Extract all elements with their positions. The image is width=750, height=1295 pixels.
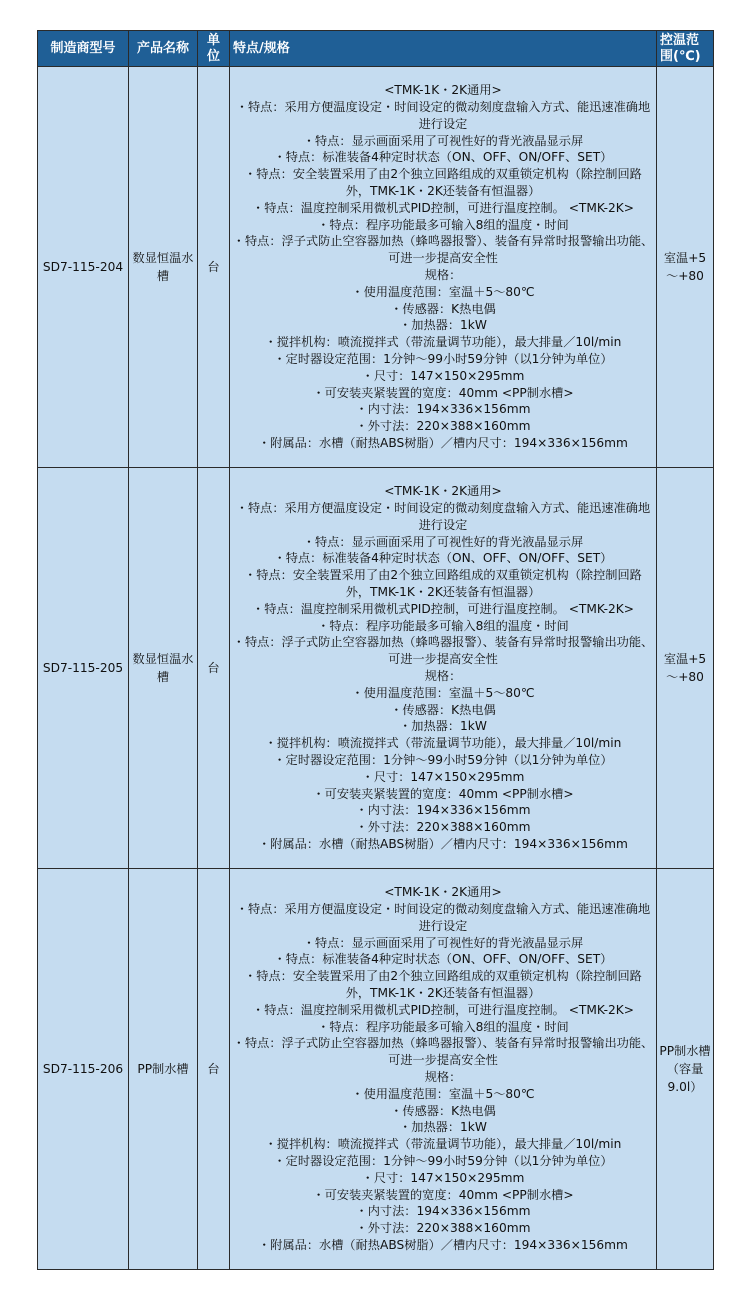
description-line: ・可安装夹紧装置的宽度：40mm <PP制水槽> xyxy=(312,385,574,400)
description-line: ・附属品：水槽（耐热ABS树脂）／槽内尺寸：194×336×156mm xyxy=(258,435,628,450)
description-line: ・可安装夹紧装置的宽度：40mm <PP制水槽> xyxy=(312,786,574,801)
description-line: ・外寸法：220×388×160mm xyxy=(355,1221,531,1236)
description-line: ・特点：采用方便温度设定・时间设定的微动刻度盘输入方式、能迅速准确地进行设定 xyxy=(235,501,651,532)
unit-cell: 台 xyxy=(198,869,230,1270)
header-model: 制造商型号 xyxy=(38,31,129,67)
description-line: ・尺寸：147×150×295mm xyxy=(361,368,525,383)
description-line: ・定时器设定范围：1分钟～99小时59分钟（以1分钟为单位） xyxy=(273,351,613,366)
description-line: ・附属品：水槽（耐热ABS树脂）／槽内尺寸：194×336×156mm xyxy=(258,1237,628,1252)
description-line: ・特点：温度控制采用微机式PID控制，可进行温度控制。 <TMK-2K> xyxy=(252,1002,634,1017)
description-line: ・搅拌机构：喷流搅拌式（带流量调节功能），最大排量／10l/min xyxy=(264,1137,622,1152)
table-row xyxy=(38,67,714,468)
description-line: ・特点：程序功能最多可输入8组的温度・时间 xyxy=(317,217,569,232)
description-line: ・使用温度范围：室温＋5～80℃ xyxy=(351,1086,535,1101)
description-line: ・加热器：1kW xyxy=(399,318,487,333)
description-line: ・特点：标准装备4种定时状态（ON、OFF、ON/OFF、SET） xyxy=(273,952,613,967)
unit-cell: 台 xyxy=(198,468,230,869)
description-line: ・特点：安全装置采用了由2个独立回路组成的双重锁定机构（除控制回路外，TMK-1K・2K还装备有恒温器） xyxy=(244,568,642,600)
description-line: ・传感器：K热电偶 xyxy=(390,702,496,717)
temp-range-cell: 室温+5～+80 xyxy=(657,468,714,869)
description-line: ・加热器：1kW xyxy=(399,1120,487,1135)
description-line: ・特点：温度控制采用微机式PID控制，可进行温度控制。 <TMK-2K> xyxy=(252,601,634,616)
spec-heading: 规格： xyxy=(424,1070,462,1084)
temp-range-cell: 室温+5～+80 xyxy=(657,67,714,468)
description-line: <TMK-1K・2K通用> xyxy=(384,484,502,499)
description-line: ・附属品：水槽（耐热ABS树脂）／槽内尺寸：194×336×156mm xyxy=(258,836,628,851)
description-line: ・特点：显示画面采用了可视性好的背光液晶显示屏 xyxy=(302,534,584,549)
description-line: ・使用温度范围：室温＋5～80℃ xyxy=(351,284,535,299)
description-line: ・特点：标准装备4种定时状态（ON、OFF、ON/OFF、SET） xyxy=(273,150,613,165)
header-name: 产品名称 xyxy=(129,31,198,67)
header-temp-range: 控温范围(℃) xyxy=(657,31,714,67)
product-name-cell: PP制水槽 xyxy=(129,869,198,1270)
description-line: <TMK-1K・2K通用> xyxy=(384,885,502,900)
description-line: ・特点：浮子式防止空容器加热（蜂鸣器报警）、装备有异常时报警输出功能、可进一步提高安全性 xyxy=(232,635,654,667)
description-line: ・特点：程序功能最多可输入8组的温度・时间 xyxy=(317,1019,569,1034)
header-features: 特点/规格 xyxy=(230,31,657,67)
description-line: ・内寸法：194×336×156mm xyxy=(355,402,531,417)
description-line: ・传感器：K热电偶 xyxy=(390,1103,496,1118)
header-row xyxy=(38,31,714,67)
description-line: ・尺寸：147×150×295mm xyxy=(361,769,525,784)
temp-range-cell: PP制水槽（容量9.0l） xyxy=(657,869,714,1270)
description-cell xyxy=(230,468,657,869)
description-line: ・特点：显示画面采用了可视性好的背光液晶显示屏 xyxy=(302,133,584,148)
description-line: ・可安装夹紧装置的宽度：40mm <PP制水槽> xyxy=(312,1187,574,1202)
model-cell: SD7-115-205 xyxy=(38,468,129,869)
description-cell xyxy=(230,869,657,1270)
spec-heading: 规格： xyxy=(424,268,462,282)
description-line: ・内寸法：194×336×156mm xyxy=(355,1204,531,1219)
description-cell xyxy=(230,67,657,468)
description-line: ・特点：安全装置采用了由2个独立回路组成的双重锁定机构（除控制回路外，TMK-1K・2K还装备有恒温器） xyxy=(244,969,642,1001)
product-table xyxy=(37,30,714,1270)
table-row xyxy=(38,468,714,869)
model-cell: SD7-115-206 xyxy=(38,869,129,1270)
description-line: ・外寸法：220×388×160mm xyxy=(355,419,531,434)
product-name-cell: 数显恒温水槽 xyxy=(129,67,198,468)
description-line: ・使用温度范围：室温＋5～80℃ xyxy=(351,685,535,700)
model-cell: SD7-115-204 xyxy=(38,67,129,468)
description-line: ・特点：安全装置采用了由2个独立回路组成的双重锁定机构（除控制回路外，TMK-1K・2K还装备有恒温器） xyxy=(244,167,642,199)
description-line: ・传感器：K热电偶 xyxy=(390,301,496,316)
description-line: ・加热器：1kW xyxy=(399,719,487,734)
description-line: ・尺寸：147×150×295mm xyxy=(361,1170,525,1185)
description-line: ・特点：浮子式防止空容器加热（蜂鸣器报警）、装备有异常时报警输出功能、可进一步提高安全性 xyxy=(232,1036,654,1068)
spec-heading: 规格： xyxy=(424,669,462,683)
description-line: ・特点：浮子式防止空容器加热（蜂鸣器报警）、装备有异常时报警输出功能、可进一步提高安全性 xyxy=(232,234,654,266)
product-name-cell: 数显恒温水槽 xyxy=(129,468,198,869)
description-line: ・外寸法：220×388×160mm xyxy=(355,820,531,835)
description-line: ・特点：采用方便温度设定・时间设定的微动刻度盘输入方式、能迅速准确地进行设定 xyxy=(235,902,651,933)
description-line: ・内寸法：194×336×156mm xyxy=(355,803,531,818)
description-line: ・特点：程序功能最多可输入8组的温度・时间 xyxy=(317,618,569,633)
description-line: ・搅拌机构：喷流搅拌式（带流量调节功能），最大排量／10l/min xyxy=(264,736,622,751)
header-unit: 单位 xyxy=(198,31,230,67)
description-line: ・定时器设定范围：1分钟～99小时59分钟（以1分钟为单位） xyxy=(273,752,613,767)
description-line: ・特点：显示画面采用了可视性好的背光液晶显示屏 xyxy=(302,935,584,950)
description-line: ・定时器设定范围：1分钟～99小时59分钟（以1分钟为单位） xyxy=(273,1153,613,1168)
description-line: ・特点：温度控制采用微机式PID控制，可进行温度控制。 <TMK-2K> xyxy=(252,200,634,215)
description-line: ・特点：标准装备4种定时状态（ON、OFF、ON/OFF、SET） xyxy=(273,551,613,566)
description-line: ・特点：采用方便温度设定・时间设定的微动刻度盘输入方式、能迅速准确地进行设定 xyxy=(235,100,651,131)
table-row xyxy=(38,869,714,1270)
description-line: ・搅拌机构：喷流搅拌式（带流量调节功能），最大排量／10l/min xyxy=(264,335,622,350)
description-line: <TMK-1K・2K通用> xyxy=(384,83,502,98)
unit-cell: 台 xyxy=(198,67,230,468)
